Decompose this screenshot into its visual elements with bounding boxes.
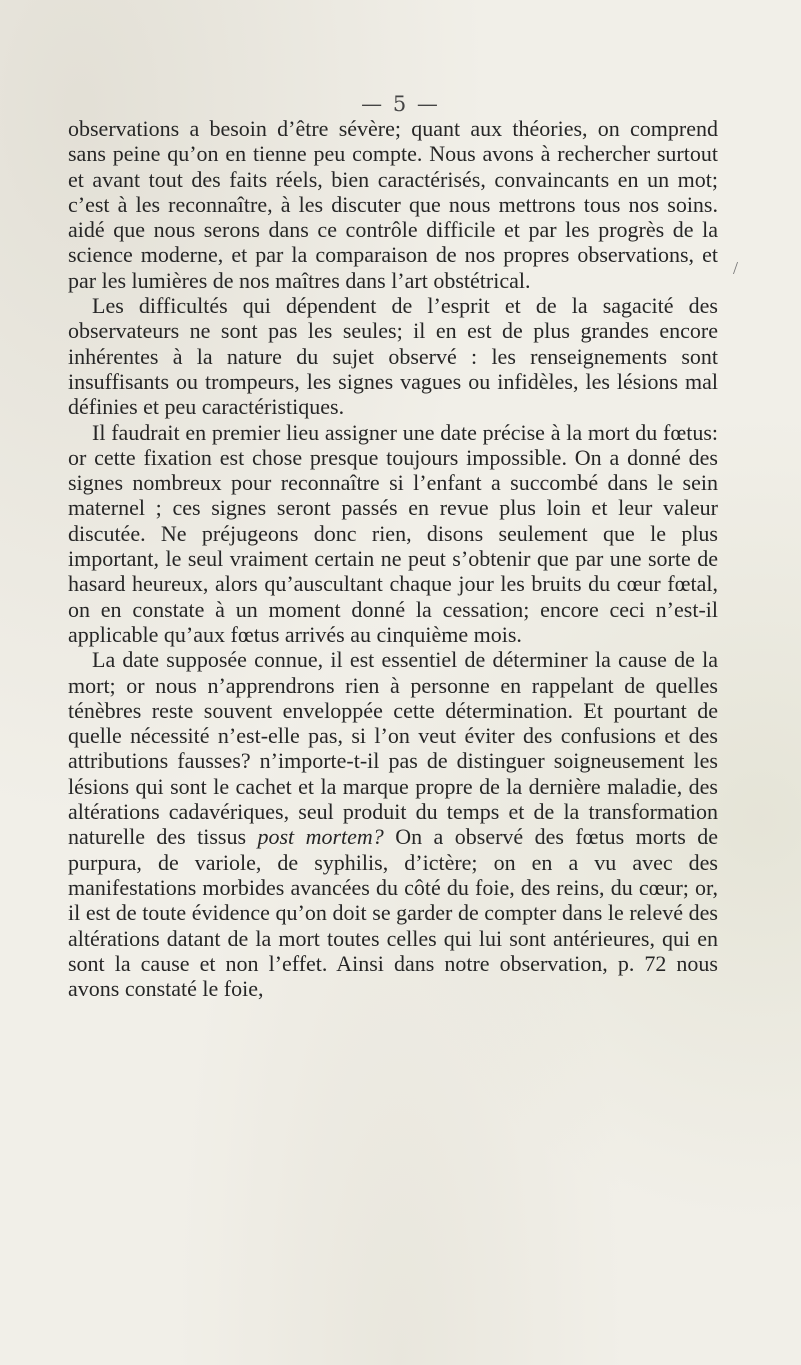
paragraph-4-text-after: On a observé des fœtus morts de purpura, de variole, de syphilis, d’ictère; on en a vu avec des manifestations morbides avancées du côté du foie, des reins, du cœur; or, il est de toute évidence qu’on doit se garder de compter dans le relevé des altérations datant de la mort toutes celles qui lui sont antérieures, qui en sont la cause et non l’effet. Ainsi dans notre observation, p. 72 nous avons constaté le foie,	[68, 824, 718, 1002]
page-number: — 5 —	[361, 92, 440, 116]
page-body	[68, 116, 718, 1001]
paragraph-2: Les difficultés qui dépendent de l’esprit et de la sagacité des observateurs ne sont pas les seules; il en est de plus grandes encore inhérentes à la nature du sujet observé : les renseignements sont insuffisants ou trompeurs, les signes vagues ou infidèles, les lésions mal définies et peu caractéristiques.	[68, 293, 718, 420]
paragraph-3: Il faudrait en premier lieu assigner une date précise à la mort du fœtus: or cette fixation est chose presque toujours impossible. On a donné des signes nombreux pour reconnaître si l’enfant a succombé dans le sein maternel ; ces signes seront passés en revue plus loin et leur valeur discutée. Ne préjugeons donc rien, disons seulement que le plus important, le seul vraiment certain ne peut s’obtenir que par une sorte de hasard heureux, alors qu’auscultant chaque jour les bruits du cœur fœtal, on en constate à un moment donné la cessation; encore ceci n’est-il applicable qu’aux fœtus arrivés au cinquième mois.	[68, 419, 718, 647]
paragraph-4	[68, 647, 718, 1001]
margin-mark: /	[733, 258, 739, 278]
italic-phrase: post mortem?	[257, 824, 384, 850]
paragraph-1: observations a besoin d’être sévère; quant aux théories, on comprend sans peine qu’on en tienne peu compte. Nous avons à rechercher surtout et avant tout des faits réels, bien caractérisés, convaincants en un mot; c’est à les reconnaître, à les discuter que nous mettrons tous nos soins. aidé que nous serons dans ce contrôle difficile et par les progrès de la science moderne, et par la comparaison de nos propres observations, et par les lumières de nos maîtres dans l’art obstétrical.	[68, 116, 718, 293]
paragraph-4-text-before: La date supposée connue, il est essentiel de déterminer la cause de la mort; or nous n’apprendrons rien à personne en rappelant de quelles ténèbres reste souvent enveloppée cette détermination. Et pourtant de quelle nécessité n’est-elle pas, si l’on veut éviter des confusions et des attributions fausses? n’importe-t-il pas de distinguer soigneusement les lésions qui sont le cachet et la marque propre de la dernière maladie, des altérations cadavériques, seul produit du temps et de la transformation naturelle des tissus	[68, 647, 718, 850]
